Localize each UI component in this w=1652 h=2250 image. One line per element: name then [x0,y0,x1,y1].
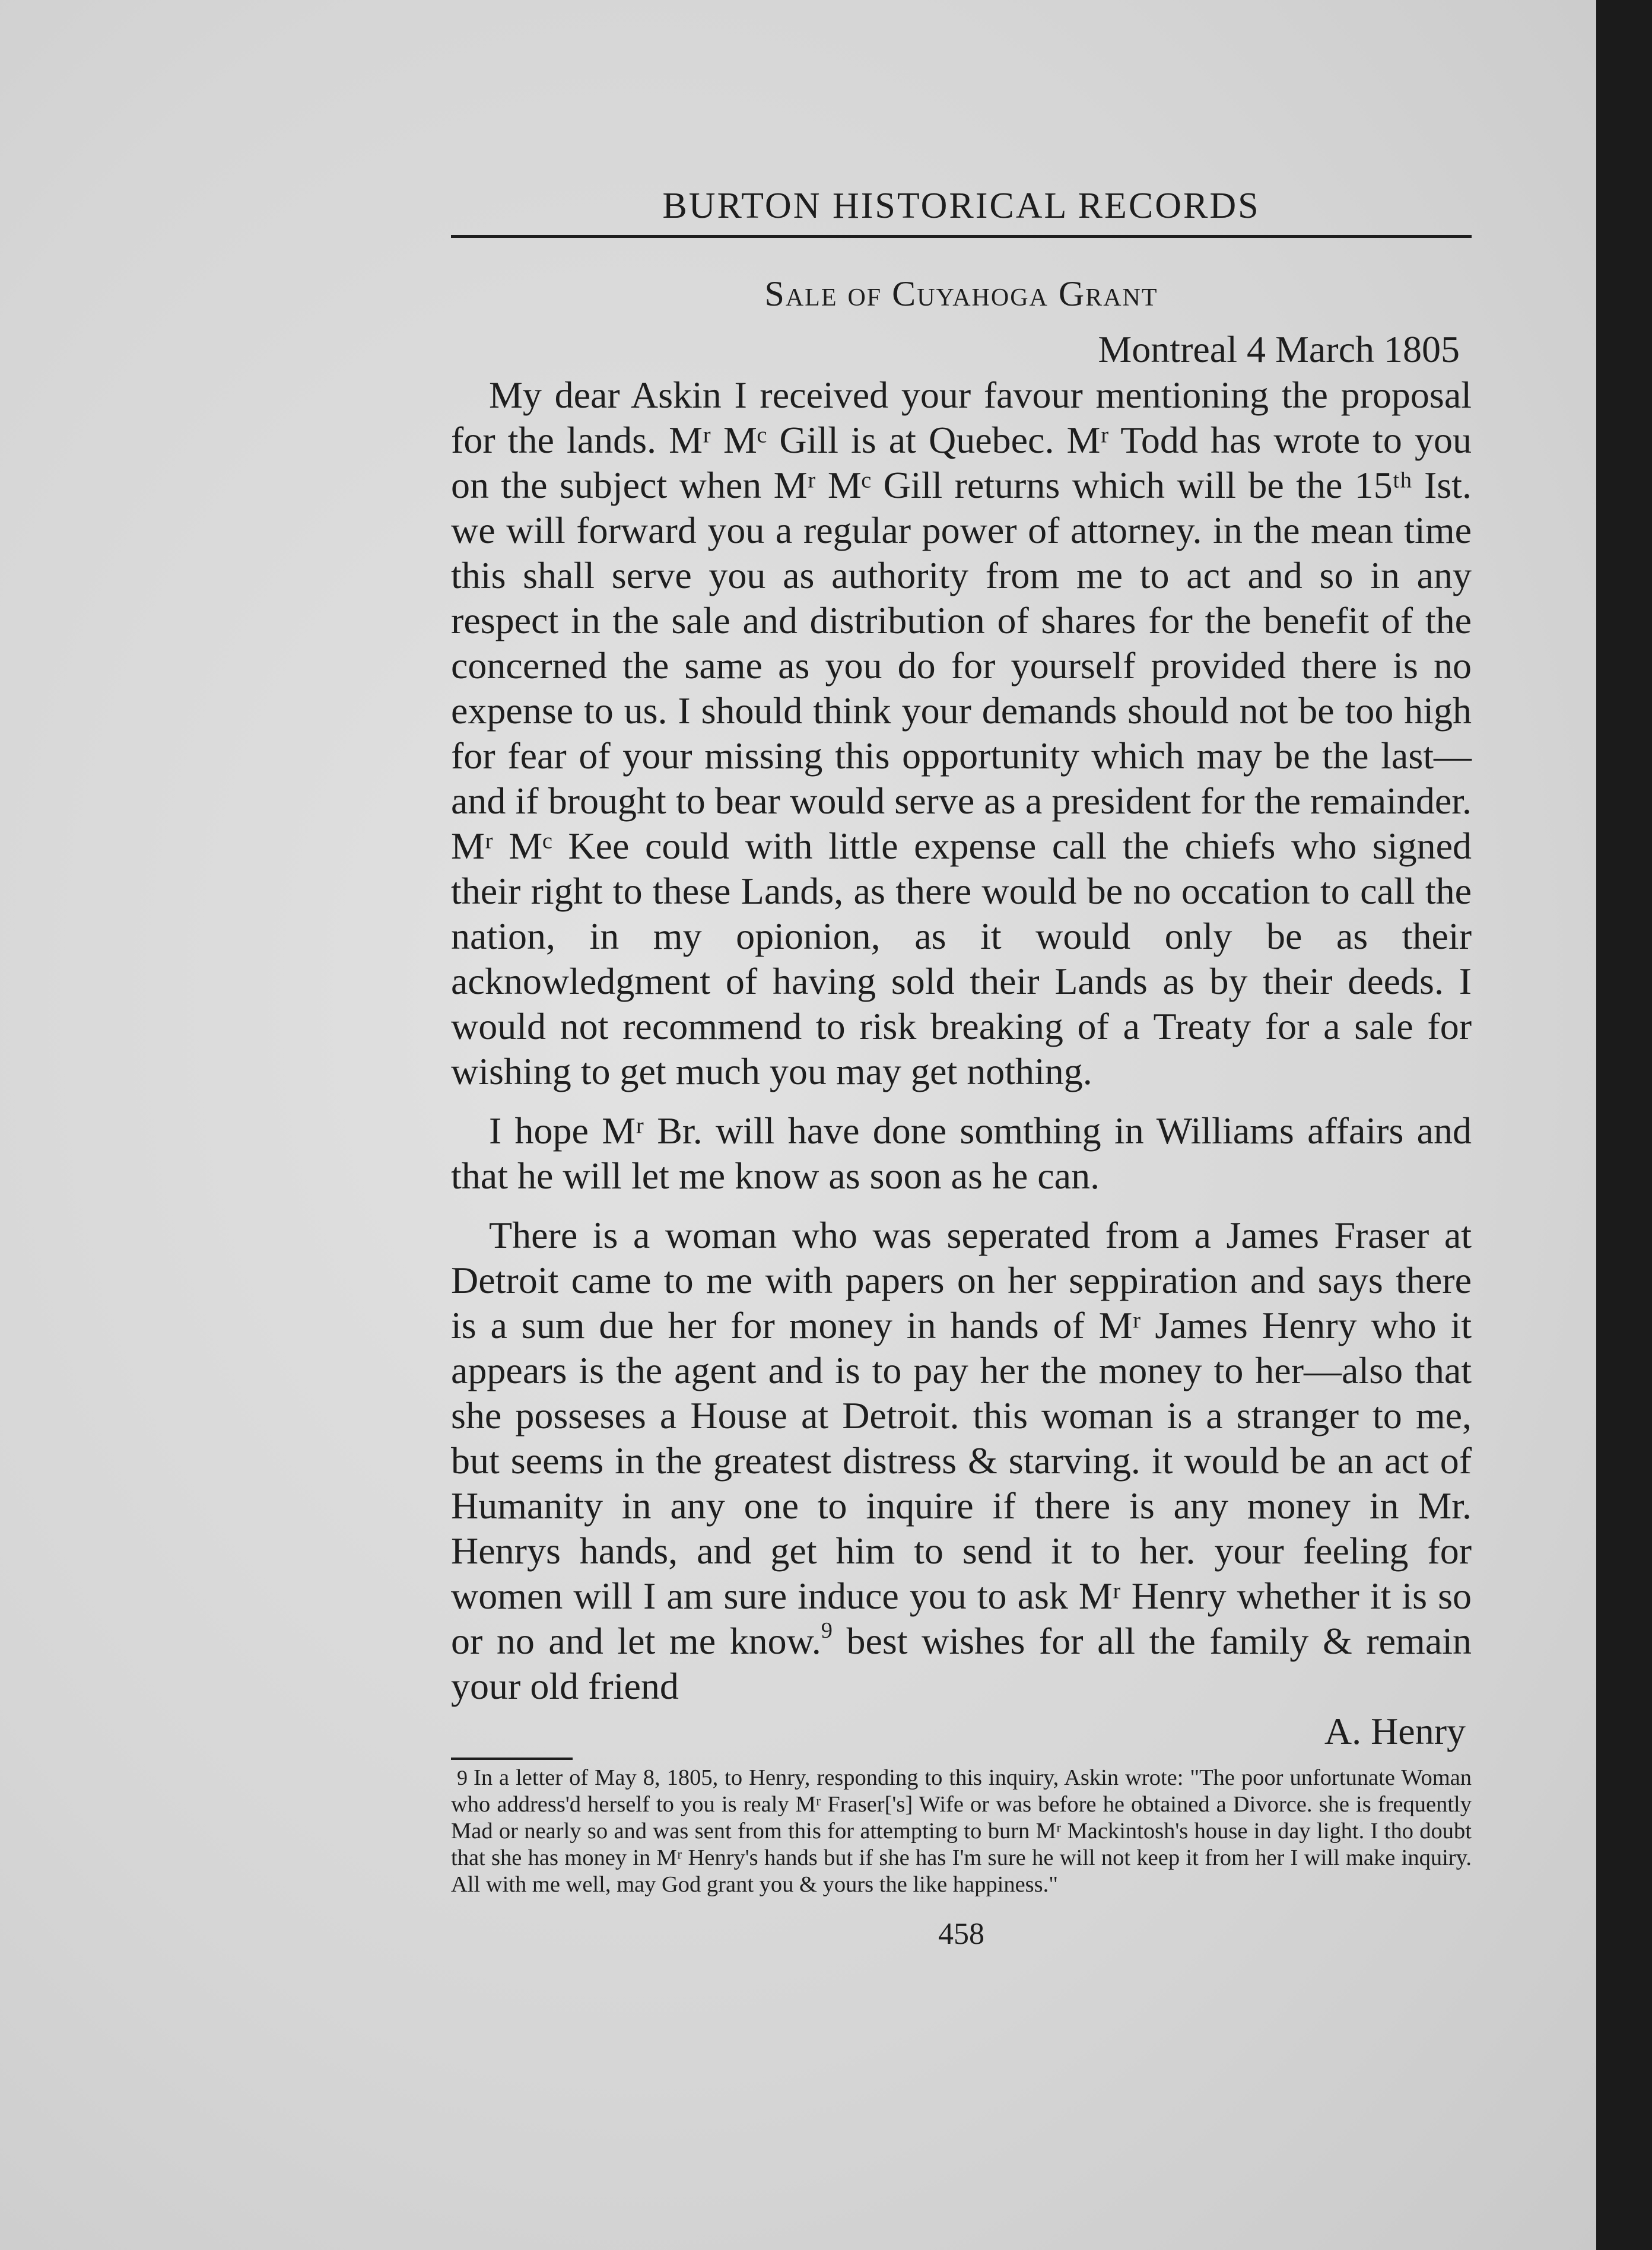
footnote-text: In a letter of May 8, 1805, to Henry, responding to this inquiry, Askin wrote: "The poor unfortunate Woman who address'd herself to you is realy Mʳ Fraser['s] Wife or was before he obtained a Divorce. she is frequently Mad or nearly so and was sent from this for attempting to burn Mʳ Mackintosh's house in day light. I tho doubt that she has money in Mʳ Henry's hands but if she has I'm sure he will not keep it from her I will make inquiry. All with me well, may God grant you & yours the like happiness." [451,1765,1472,1898]
page-content [451,184,1472,1953]
page-number: 458 [938,1917,984,1952]
paragraph-2: I hope Mʳ Br. will have done somthing in Williams affairs and that he will let me know as soon as he can. [451,1110,1472,1197]
footnote-divider [451,1758,573,1760]
paragraph-3 [451,1213,1472,1709]
letter-body [451,373,1472,1709]
running-head: BURTON HISTORICAL RECORDS [451,184,1472,238]
footnote [451,1765,1472,1898]
paragraph-3-main: There is a woman who was seperated from a James Fraser at Detroit came to me with papers on her seppiration and says there is a sum due her for money in hands of Mʳ James Henry who it appears is the agent and is to pay her the money to her—also that she posseses a House at Detroit. this woman is a stranger to me, but seems in the greatest distress & starving. it would be an act of Humanity in any one to inquire if there is any money in Mr. Henrys hands, and get him to send it to her. your feeling for women will I am sure induce you to ask Mʳ Henry whether it is so or no and let me know. [451,1214,1472,1663]
article-title: Sale of Cuyahoga Grant [764,274,1158,314]
footnote-reference[interactable]: 9 [821,1618,833,1644]
letter-signature: A. Henry [1324,1710,1466,1753]
footnote-marker: 9 [457,1766,468,1790]
paragraph-3-end: best wishes for all the family & remain your old friend [451,1620,1472,1708]
paragraph-1: My dear Askin I received your favour mentioning the proposal for the lands. Mʳ Mᶜ Gill is at Quebec. Mʳ Todd has wrote to you on the subject when Mʳ Mᶜ Gill returns which will be the 15ᵗʰ Ist. we will forward you a regular power of attorney. in the mean time this shall serve you as authority from me to act and so in any respect in the sale and distribution of shares for the benefit of the concerned the same as you do for yourself provided there is no expense to us. I should think your demands should not be too high for fear of your missing this opportunity which may be the last—and if brought to bear would serve as a president for the remainder. Mʳ Mᶜ Kee could with little expense call the chiefs who signed their right to these Lands, as there would be no occation to call the nation, in my opionion, as it would only be as their acknowledgment of having sold their Lands as by their deeds. I would not recommend to risk breaking of a Treaty for a sale for wishing to get much you may get nothing. [451,374,1472,1093]
letter-dateline: Montreal 4 March 1805 [1098,328,1460,371]
